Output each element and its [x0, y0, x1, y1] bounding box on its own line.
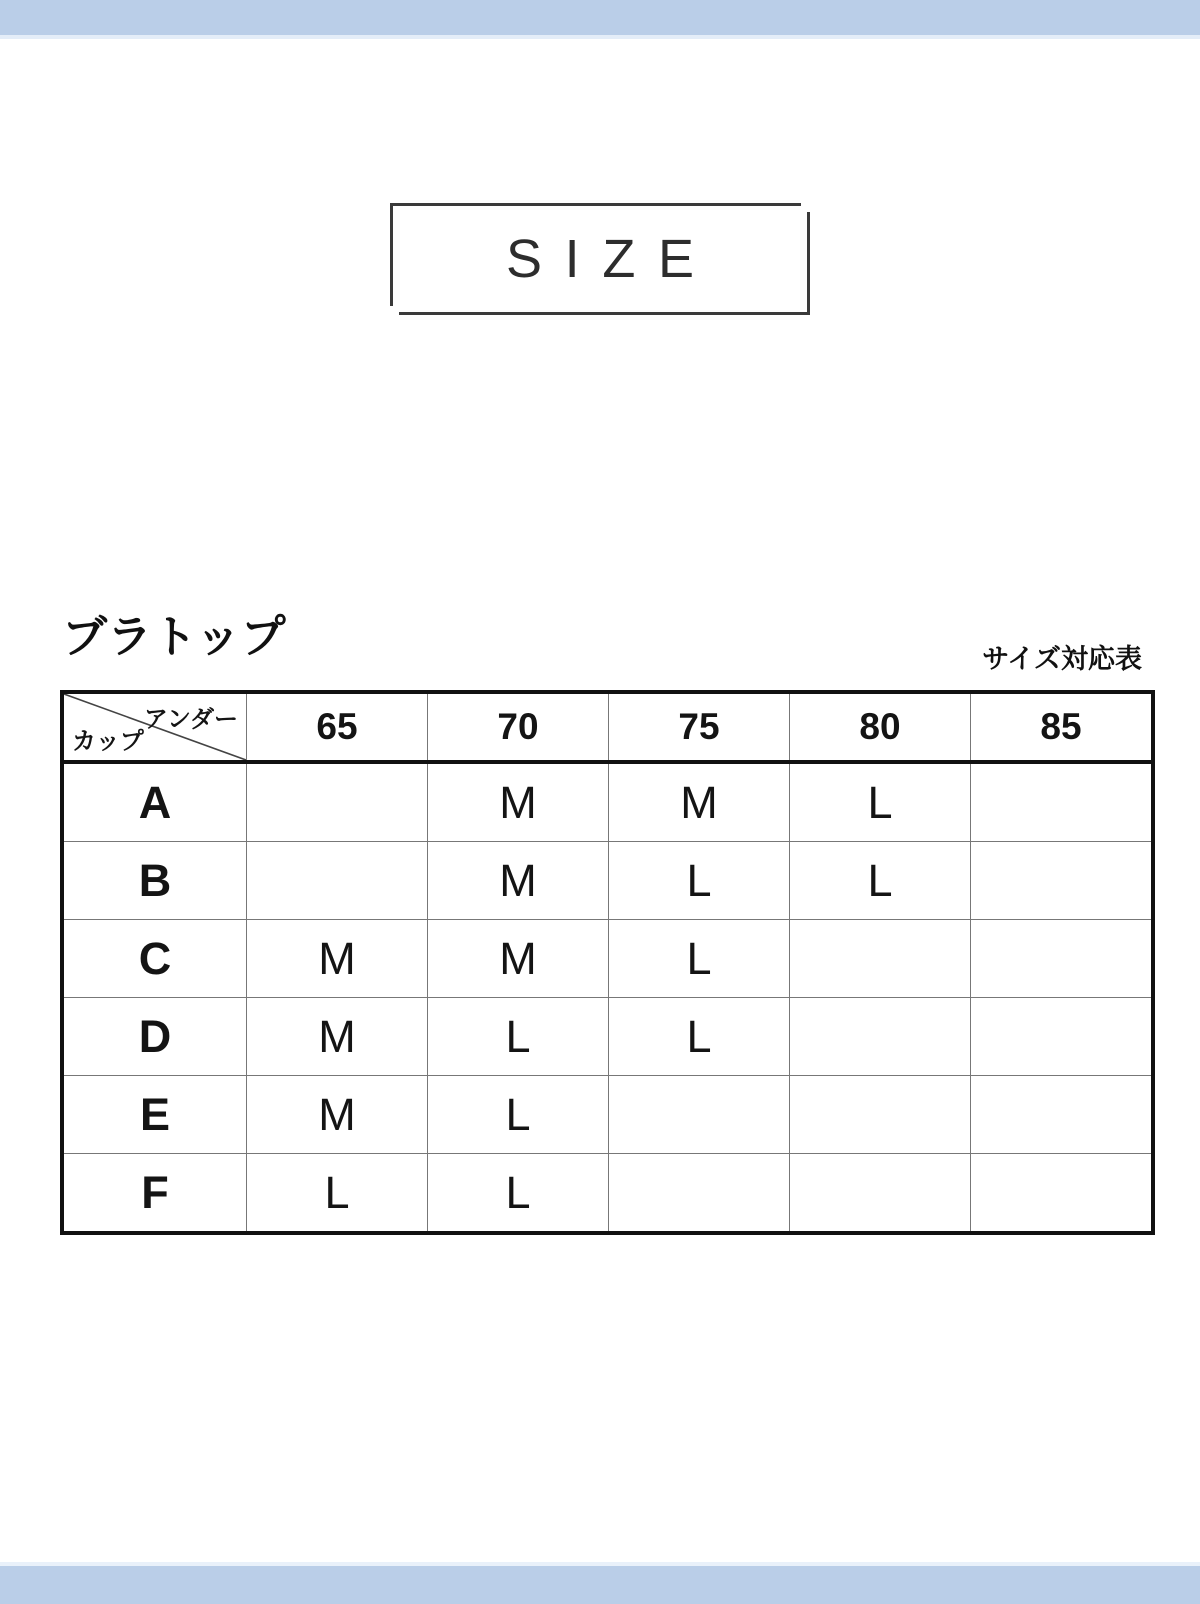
- row-label: E: [62, 1076, 247, 1154]
- row-label: D: [62, 998, 247, 1076]
- corner-under-label: アンダー: [143, 706, 238, 733]
- row-label: C: [62, 920, 247, 998]
- row-label: B: [62, 842, 247, 920]
- size-cell: M: [247, 1076, 428, 1154]
- col-header-85: 85: [971, 692, 1154, 762]
- corner-cell: [62, 692, 247, 762]
- size-cell: M: [609, 762, 790, 842]
- product-type-title: ブラトップ: [62, 611, 286, 662]
- size-cell: [609, 1076, 790, 1154]
- bottom-accent-bar: [0, 1562, 1200, 1604]
- corner-cup-label: カップ: [72, 728, 144, 755]
- size-cell: [971, 998, 1154, 1076]
- size-cell: [790, 998, 971, 1076]
- row-label: F: [62, 1154, 247, 1234]
- size-cell: M: [428, 920, 609, 998]
- size-cell: M: [428, 762, 609, 842]
- size-cell: [790, 1154, 971, 1234]
- size-cell: M: [247, 920, 428, 998]
- table-row-f: [62, 1154, 1153, 1234]
- table-row-b: [62, 842, 1153, 920]
- size-cell: L: [609, 842, 790, 920]
- table-row-d: [62, 998, 1153, 1076]
- size-cell: L: [790, 842, 971, 920]
- size-cell: [971, 762, 1154, 842]
- size-cell: L: [428, 998, 609, 1076]
- col-header-75: 75: [609, 692, 790, 762]
- top-accent-bar: [0, 0, 1200, 39]
- table-row-a: [62, 762, 1153, 842]
- table-caption: サイズ対応表: [982, 644, 1142, 674]
- size-cell: [790, 1076, 971, 1154]
- size-cell: [247, 762, 428, 842]
- header-row: [62, 692, 1153, 762]
- size-cell: L: [428, 1076, 609, 1154]
- size-cell: L: [609, 998, 790, 1076]
- size-cell: [790, 920, 971, 998]
- size-cell: L: [247, 1154, 428, 1234]
- size-cell: M: [247, 998, 428, 1076]
- size-cell: [609, 1154, 790, 1234]
- size-cell: [971, 1154, 1154, 1234]
- size-cell: L: [790, 762, 971, 842]
- table-row-e: [62, 1076, 1153, 1154]
- size-chart-table: [60, 690, 1155, 1235]
- size-cell: [971, 1076, 1154, 1154]
- table-row-c: [62, 920, 1153, 998]
- col-header-80: 80: [790, 692, 971, 762]
- row-label: A: [62, 762, 247, 842]
- size-cell: [971, 842, 1154, 920]
- size-cell: [247, 842, 428, 920]
- size-heading: [390, 203, 810, 315]
- size-heading-label: SIZE: [505, 229, 717, 289]
- size-cell: L: [428, 1154, 609, 1234]
- size-cell: [971, 920, 1154, 998]
- size-cell: M: [428, 842, 609, 920]
- size-cell: L: [609, 920, 790, 998]
- col-header-65: 65: [247, 692, 428, 762]
- col-header-70: 70: [428, 692, 609, 762]
